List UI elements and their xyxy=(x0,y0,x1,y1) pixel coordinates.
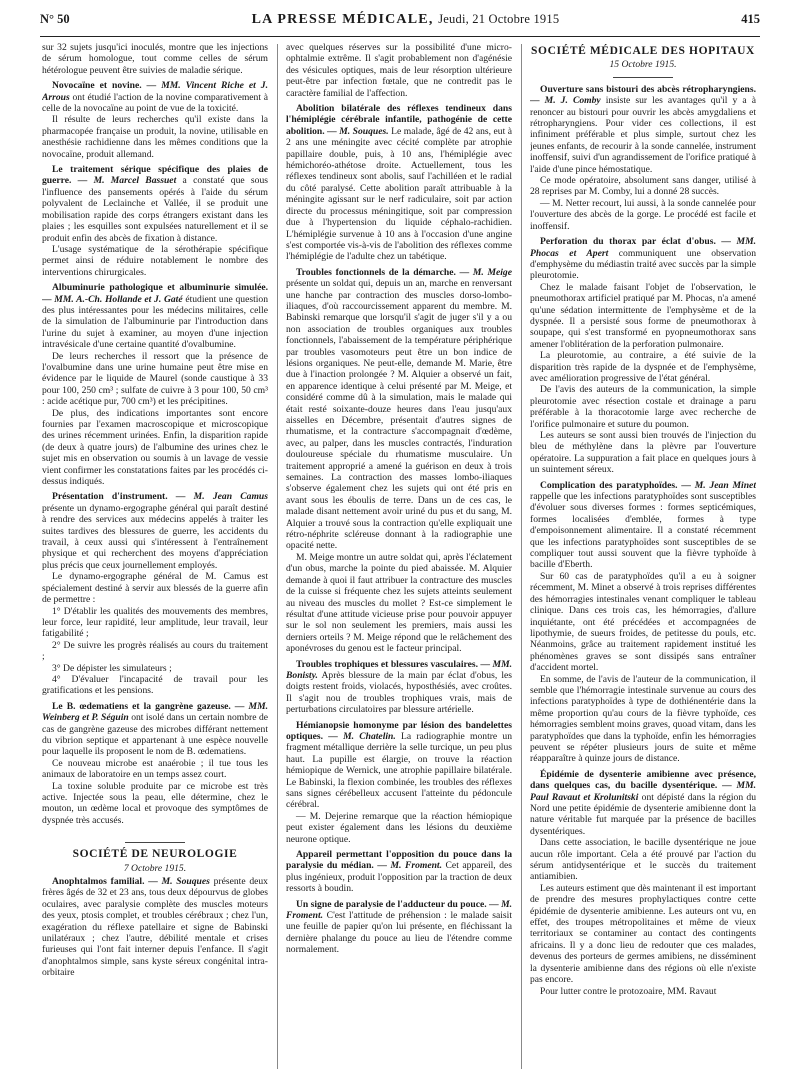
article-paratyphoides xyxy=(530,480,756,765)
paragraph xyxy=(286,899,512,956)
article-title: Le B. œdematiens et la gangrène gazeuse. xyxy=(52,700,231,712)
list-item: 4° D'évaluer l'incapacité de travail pour les gratifications et les pensions. xyxy=(42,673,268,697)
paragraph: Chez le malade faisant l'objet de l'observation, le pneumothorax artificiel pratiqué par M. Phocas, n'a amené qu'une sédation intermittente de l'emphysème et de la dyspnée. Il a persisté sous forme de pneumothorax à soupape, qui s'est transformé en pyopneumothorax sans amener l'oblitération de la perforation pulmonaire. xyxy=(530,281,756,350)
paragraph: — M. Dejerine remarque que la réaction hémiopique peut exister également dans les lésions du deuxième neurone optique. xyxy=(286,810,512,845)
list-item: 1° D'établir les qualités des mouvements des membres, leur force, leur rapidité, leur amplitude, leur travail, leur fatigabilité ; xyxy=(42,605,268,640)
paragraph: La toxine soluble produite par ce microbe est très active. Injectée sous la peau, elle détermine, chez le mouton, un œdème local et provoque des symptômes de dyspnée très accusés. xyxy=(42,780,268,826)
paragraph xyxy=(42,491,268,571)
article-troubles-trophiques xyxy=(286,659,512,716)
issue-number: N° 50 xyxy=(40,12,70,26)
page-number: 415 xyxy=(741,12,760,26)
article-text: La radiographie montre un fragment métallique derrière la selle turcique, un peu plus haut. La pupille est élargie, on trouve la réaction hémiopique de Wernick, une atrophie papillaire bilatérale. Le Babinski, la flexion combinée, les troubles des réflexes sans signes cérébelleux accusent l'atteinte du pédoncule cérébral. xyxy=(286,730,512,811)
article-troubles-demarche xyxy=(286,267,512,655)
article-authors: — M. Jean Camus xyxy=(175,491,268,503)
article-title: Le traitement sérique spécifique des plaies de guerre. xyxy=(42,164,268,187)
article-dysenterie-amibienne xyxy=(530,769,756,997)
article-title: Présentation d'instrument. xyxy=(52,491,168,503)
paragraph xyxy=(42,164,268,244)
paragraph: M. Meige montre un autre soldat qui, après l'éclatement d'un obus, marche la pointe du pied abaissée. M. Alquier demande à quoi il faut attribuer la contracture des muscles de la cuisse si fréquente chez les sujets atteints seulement au niveau des muscles du mollet ? Est-ce simplement le résultat d'une attitude vicieuse prise pour pouvoir appuyer sur le sol non seulement les premiers, mais aussi les derniers orteils ? M. Meige répond que le relâchement des aponévroses du genou est le facteur principal. xyxy=(286,551,512,655)
paragraph xyxy=(286,659,512,716)
article-text: Après blessure de la main par éclat d'obus, les doigts restent froids, violacés, hyposthésiés, avec croûtes. Il s'agit nou de troubles trophiques vrais, mais de perturbations circulatoires par blessure artérielle. xyxy=(286,669,512,716)
paragraph xyxy=(42,701,268,758)
article-authors: — M. Marcel Bassuet xyxy=(77,175,177,187)
paragraph: Les auteurs estiment que dès maintenant il est important de prendre des mesures prophylactiques contre cette épidémie de dysenterie amibienne. Les auteurs ont vu, en effet, des troupes métropolitaines et même de vieux territoriaux se contaminer au contact des contingents africains. Il y a donc lieu de redouter que ces malades, devenus des porteurs de germes amibiens, ne disséminent la dysenterie amibienne dans des régions où elle n'existe pas encore. xyxy=(530,882,756,986)
column-divider xyxy=(521,44,522,1069)
article-title: Albuminurie pathologique et albuminurie simulée. xyxy=(52,282,268,294)
article-authors: — M. Chatelin. xyxy=(328,730,396,742)
list-item: 2° De suivre les progrès réalisés au cours du traitement ; xyxy=(42,639,268,663)
paragraph: avec quelques réserves sur la possibilité d'une micro-ophtalmie extrême. Il s'agit probablement non d'agénésie des vésicules optiques, mais de leur résorption ultérieure peut-être par infection fœtale, que ne contredit pas le caractère familial de l'affection. xyxy=(286,42,512,99)
paragraph: La pleurotomie, au contraire, a été suivie de la disparition très rapide de la dyspnée et de l'emphysème, avec amélioration progressive de l'état général. xyxy=(530,350,756,384)
list-item: 3° De dépister les simulateurs ; xyxy=(52,662,172,674)
article-continuation xyxy=(42,42,268,76)
paragraph xyxy=(42,876,268,979)
article-text: Cet appareil, des plus ingénieux, produit l'opposition par la traction de deux ressorts à boudin. xyxy=(286,860,512,895)
article-text: ont isolé dans un certain nombre de cas de gangrène gazeuse des microbes différant nettement du vibrion septique et appartenant à une espèce nouvelle pour laquelle ils proposent le nom de B. œdematiens. xyxy=(42,712,268,758)
journal-title: LA PRESSE MÉDICALE, xyxy=(251,12,434,27)
section-date: 15 Octobre 1915. xyxy=(609,59,677,71)
article-gangrene-gazeuse xyxy=(42,701,268,826)
paragraph xyxy=(530,480,756,571)
article-signe-paralysie xyxy=(286,899,512,956)
paragraph: De leurs recherches il ressort que la présence de l'ovalbumine dans une urine humaine peut être mise en évidence par le liquide de Maurel (sonde caustique à 33 pour 100, 250 cm³ ; sulfate de cuivre à 3 pour 100, 50 cm³ : acide acétique pur, 700 cm³) et les précipitines. xyxy=(42,350,268,408)
paragraph: Les auteurs se sont aussi bien trouvés de l'injection du bleu de méthylène dans la plèvre par l'ouverture opératoire. La suppuration a fait place en quelques jours à un suintement séreux. xyxy=(530,430,756,476)
article-text: présente deux frères âgés de 32 et 23 ans, tous deux dépourvus de globes oculaires, avec paralysie complète des muscles moteurs des yeux, ptosis complet, et troubles cérébraux ; chez l'un, exagération du réflexe patellaire et signe de Babinski unilatéraux ; chez l'autre, débilité mentale et crises furieuses qui l'ont fait interner depuis l'enfance. Il s'agit d'anophtalmos simple, sans kyste séreux congénital intra-orbitaire xyxy=(42,876,268,979)
article-title: Abolition bilatérale des réflexes tendineux dans l'hémiplégie cérébrale infantile, pathogénie de cette abolition. xyxy=(286,103,512,137)
paragraph: Ce mode opératoire, absolument sans danger, utilisé à 28 reprises par M. Comby, lui a donné 28 succès. xyxy=(530,175,756,198)
section-rule xyxy=(613,77,673,78)
article-title: Troubles fonctionnels de la démarche. xyxy=(296,266,456,278)
article-title: Novocaïne et novine. xyxy=(52,80,142,92)
paragraph xyxy=(286,267,512,552)
article-authors: — M. Froment. xyxy=(377,860,442,872)
paragraph: — M. Netter recourt, lui aussi, à la sonde cannelée pour l'ouverture des abcès de la gorge. Le procédé est facile et inoffensif. xyxy=(530,197,756,232)
article-albuminurie xyxy=(42,282,268,487)
article-title: Épidémie de dysenterie amibienne avec présence, dans quelques cas, du bacille dysentérique. xyxy=(530,768,756,792)
column-right xyxy=(530,42,756,1072)
article-authors: — MM. Weinberg et P. Séguin xyxy=(42,700,268,724)
paragraph: Sur 60 cas de paratyphoïdes qu'il a eu à soigner récemment, M. Minet a observé à trois reprises différentes des hémorragies intestinales venant compliquer le tableau clinique. Dans ces trois cas, les hémorragies, d'allure inquiétante, ont été précédées et accompagnées de lipothymie, de sueurs froides, de petitesse du pouls, etc. Néanmoins, grâce au traitement rapidement institué les phénomènes graves se sont dissipés sans entraîner d'accident mortel. xyxy=(530,570,756,674)
article-title: Troubles trophiques et blessures vasculaires. xyxy=(296,658,478,670)
article-text: communiquent une observation d'emphysème du médiastin traité avec succès par la simple pleurotomie. xyxy=(530,247,756,282)
article-abces-retropharyngiens xyxy=(530,84,756,232)
article-title: Perforation du thorax par éclat d'obus. xyxy=(540,236,716,248)
article-title: Ouverture sans bistouri des abcès rétropharyngiens. xyxy=(540,83,756,95)
article-authors: — MM. Paul Ravaut et Krolunitski xyxy=(530,780,756,803)
article-text: présente un dynamo-ergographe général qui paraît destiné à rendre des services aux médecins appelés à traiter les suites tardives des blessures de guerre, les accidents du travail, à ceux aussi qui s'intéressent à l'entraînement physique et qui recherchent des moyens d'appréciation plus précis que ceux journellement employés. xyxy=(42,502,268,571)
article-authors: — MM. Bonisty. xyxy=(286,658,512,681)
article-text: ont dépisté dans la région du Nord une petite épidémie de dysenterie amibienne dont la nature véritable fut marquée par la présence de bacilles dysentériques. xyxy=(530,791,756,837)
article-presentation-instrument xyxy=(42,491,268,696)
paragraph xyxy=(42,80,268,114)
article-text: étudient une question des plus intéressantes pour les médecins militaires, celle de la simulation de l'albuminurie par l'introduction dans l'urine du sujet à examiner, au moyen d'une injection intravésicale d'une certaine quantité d'ovalbumine. xyxy=(42,293,268,351)
paragraph: En somme, de l'avis de l'auteur de la communication, il semble que l'hémorragie intestinale survenue au cours des infections paratyphoïdes à type de dothiénentérie dans la même proportion qu'au cours de la fièvre typhoïde, ces hémorragies semblent moins graves, quoad vitam, dans les paratyphoïdes que dans la typhoïde, enfin les hémorragies peuvent se répéter plusieurs jours de suite et même réapparaître à quinze jours de distance. xyxy=(530,673,756,765)
article-text: rappelle que les infections paratyphoïdes sont susceptibles d'évoluer sous diverses formes : formes septicémiques, formes localisées d'emblée, formes à type d'empoisonnement alimentaire. Il a constaté récemment que les infections paratyphoïdes sont susceptibles de se compliquer tout aussi souvent que la fièvre typhoïde à bacille d'Eberth. xyxy=(530,491,756,571)
article-title: Appareil permettant l'opposition du pouce dans la paralysie du médian. xyxy=(286,849,512,872)
article-title: Anophtalmos familial. xyxy=(52,876,145,888)
paragraph: De plus, des indications importantes sont encore fournies par l'examen macroscopique et microscopique des urines récemment urinées. Enfin, la disparition rapide (de deux à quatre jours) de l'albumine des urines chez le sujet mis en observation ou soumis à un lavage de vessie vient confirmer les constatations faites par les procédés ci-dessus indiqués. xyxy=(42,407,268,488)
paragraph: Pour lutter contre le protozoaire, MM. Ravaut xyxy=(540,985,717,997)
paragraph: De l'avis des auteurs de la communication, la simple pleurotomie avec résection costale et drainage a paru préférable à la thoracotomie large avec recherche de l'orifice pulmonaire et suture du poumon. xyxy=(530,384,756,430)
paragraph xyxy=(530,769,756,837)
article-authors: — M. Souques xyxy=(148,876,210,888)
paragraph xyxy=(286,720,512,811)
paragraph xyxy=(286,103,512,263)
article-title: Hémianopsie homonyme par lésion des bandelettes optiques. xyxy=(286,719,512,742)
paragraph xyxy=(286,849,512,895)
article-hemianopsie xyxy=(286,720,512,845)
article-authors: — M. Meige xyxy=(459,266,512,278)
article-title: Complication des paratyphoïdes. xyxy=(540,479,678,491)
column-divider xyxy=(277,44,278,1069)
paragraph: Il résulte de leurs recherches qu'il existe dans la pharmacopée française un produit, la novine, utilisable en anesthésie rachidienne dans les mêmes conditions que la novocaïne, produit allemand. xyxy=(42,114,268,160)
section-header-hopitaux xyxy=(530,46,756,78)
column-left xyxy=(42,42,268,1072)
article-authors: — M. Froment. xyxy=(286,898,512,922)
section-title: SOCIÉTÉ DE NEUROLOGIE xyxy=(72,848,238,861)
issue-date: Jeudi, 21 Octobre 1915 xyxy=(438,12,560,26)
article-authors: — MM. A.-Ch. Hollande et J. Gaté xyxy=(42,293,183,305)
article-title: Un signe de paralysie de l'adducteur du pouce. xyxy=(296,898,487,910)
article-perforation-thorax xyxy=(530,236,756,476)
paragraph: Le dynamo-ergographe général de M. Camus est spécialement destiné à servir aux blessés de la guerre afin de permettre : xyxy=(42,571,268,606)
column-middle xyxy=(286,42,512,1072)
paragraph: Ce nouveau microbe est anaérobie ; il tue tous les animaux de laboratoire en un temps assez court. xyxy=(42,757,268,781)
article-text: Le malade, âgé de 42 ans, eut à 2 ans une méningite avec cécité complète par atrophie papillaire double, puis, à 10 ans, l'hémiplégie avec hémichoréo-athétose droite. Actuellement, tous les réflexes tendineux sont abolis, sauf l'achilléen et le radial du côté paralysé. Cette abolition paraît attribuable à la méningite agissant sur le nerf radiculaire, soit par action directe du processus méningitique, soit par compression due à l'hypertension du liquide céphalo-rachidien. L'hémiplégie survenue à 10 ans à l'occasion d'une angine s'est comportée vis-à-vis de l'abolition des réflexes comme l'hémiplégie de l'adulte chez un tabétique. xyxy=(286,125,512,263)
article-authors: — M. J. Comby xyxy=(530,95,601,107)
article-text: insiste sur les avantages qu'il y a à renoncer au bistouri pour ouvrir les abcès amygdaliens et rétropharyngiens. Pour vider ces collections, il est infiniment préférable et plus simple, surtout chez les jeunes enfants, de recourir à la sonde cannelée, instrument inoffensif, suivi d'un agrandissement de l'orifice pratiqué à l'aide d'une pince hémostatique. xyxy=(530,95,756,175)
paragraph xyxy=(42,282,268,350)
article-authors: — MM. Phocas et Apert xyxy=(530,236,756,259)
section-header-neurologie xyxy=(42,842,268,874)
article-text: a constaté que sous l'influence des pansements opérés à l'aide du sérum polyvalent de Leclainche et Vallée, il se produit une mobilisation rapide des corps étrangers existant dans les plaies ; les esquilles sont expulsées naturellement et il se produit enfin des abcès de fixation à distance. xyxy=(42,175,268,244)
article-novocaine-novine xyxy=(42,80,268,160)
article-text: ont étudié l'action de la novine comparativement à celle de la novocaïne au point de vue de la toxicité. xyxy=(42,91,268,115)
article-anophtalmos xyxy=(42,876,268,979)
article-continuation xyxy=(286,42,512,99)
article-authors: — M. Jean Minet xyxy=(681,479,756,491)
paragraph xyxy=(530,84,756,175)
section-date: 7 Octobre 1915. xyxy=(123,862,187,874)
article-abolition-reflexes xyxy=(286,103,512,263)
paragraph: sur 32 sujets jusqu'ici inoculés, montre que les injections de sérum homologue, tout comme celles de sérum hétérologue peuvent être suivies de maladie sérique. xyxy=(42,42,268,76)
section-title: SOCIÉTÉ MÉDICALE DES HOPITAUX xyxy=(531,45,755,57)
paragraph: L'usage systématique de la sérothérapie spécifique permet ainsi de réduire notablement le nombre des interventions chirurgicales. xyxy=(42,243,268,278)
paragraph: Dans cette association, le bacille dysentérique ne joue aucun rôle important. Cela a été prouvé par l'action du sérum antidysentérique et le succès du traitement antiamibien. xyxy=(530,837,756,883)
article-traitement-serique xyxy=(42,164,268,278)
masthead xyxy=(40,12,760,37)
article-authors: — M. Souques. xyxy=(327,125,389,137)
article-text: C'est l'attitude de préhension : le malade saisit une feuille de papier qu'on lui présente, en fléchissant la dernière phalange du pouce au lieu de l'étendre comme normalement. xyxy=(286,910,512,956)
article-text: présente un soldat qui, depuis un an, marche en renversant une hanche par contraction des muscles dorso-lombo-iliaques, d'où raccourcissement apparent du membre. M. Babinski remarque que lorsqu'il s'agit de juger s'il y a ou non association de troubles organiques aux troubles fonctionnels, l'abaissement de la température périphérique par troubles vasomoteurs peut être un bon indice de lésions organiques. Ne peut-elle, demande M. Marie, être due à l'inaction prolongée ? M. Alquier a observé un fait, en apparence identique à celui présenté par M. Meige, et considéré comme dû à la simulation, mais le malade qui était resté soixante-douze heures dans l'eau jusqu'aux aisselles en Décembre, présentait d'autres signes de rhumatisme, et la contracture s'accompagnait d'œdème, avec, au palper, dans les muscles contractés, l'induration douloureuse spéciale du rhumatisme musculaire. Un traitement approprié a amené la guérison en deux à trois semaines. La contraction des masses lombo-iliaques s'observe également chez les sujets qui ont été pris en avant sous les éboulis de terre. Dans un de ces cas, le malade disant nettement avoir uriné du pus et du sang, M. Alquier a trouvé sous la contraction qu'elle expliquait une rétro-néphrite scléreuse donnant à la radiographie une opacité nette. xyxy=(286,278,512,552)
journal-title-line xyxy=(252,12,560,28)
paragraph xyxy=(530,236,756,282)
article-appareil-opposition xyxy=(286,849,512,895)
article-authors: — MM. Vincent Riche et J. Arrous xyxy=(42,80,268,103)
section-rule xyxy=(125,842,185,843)
